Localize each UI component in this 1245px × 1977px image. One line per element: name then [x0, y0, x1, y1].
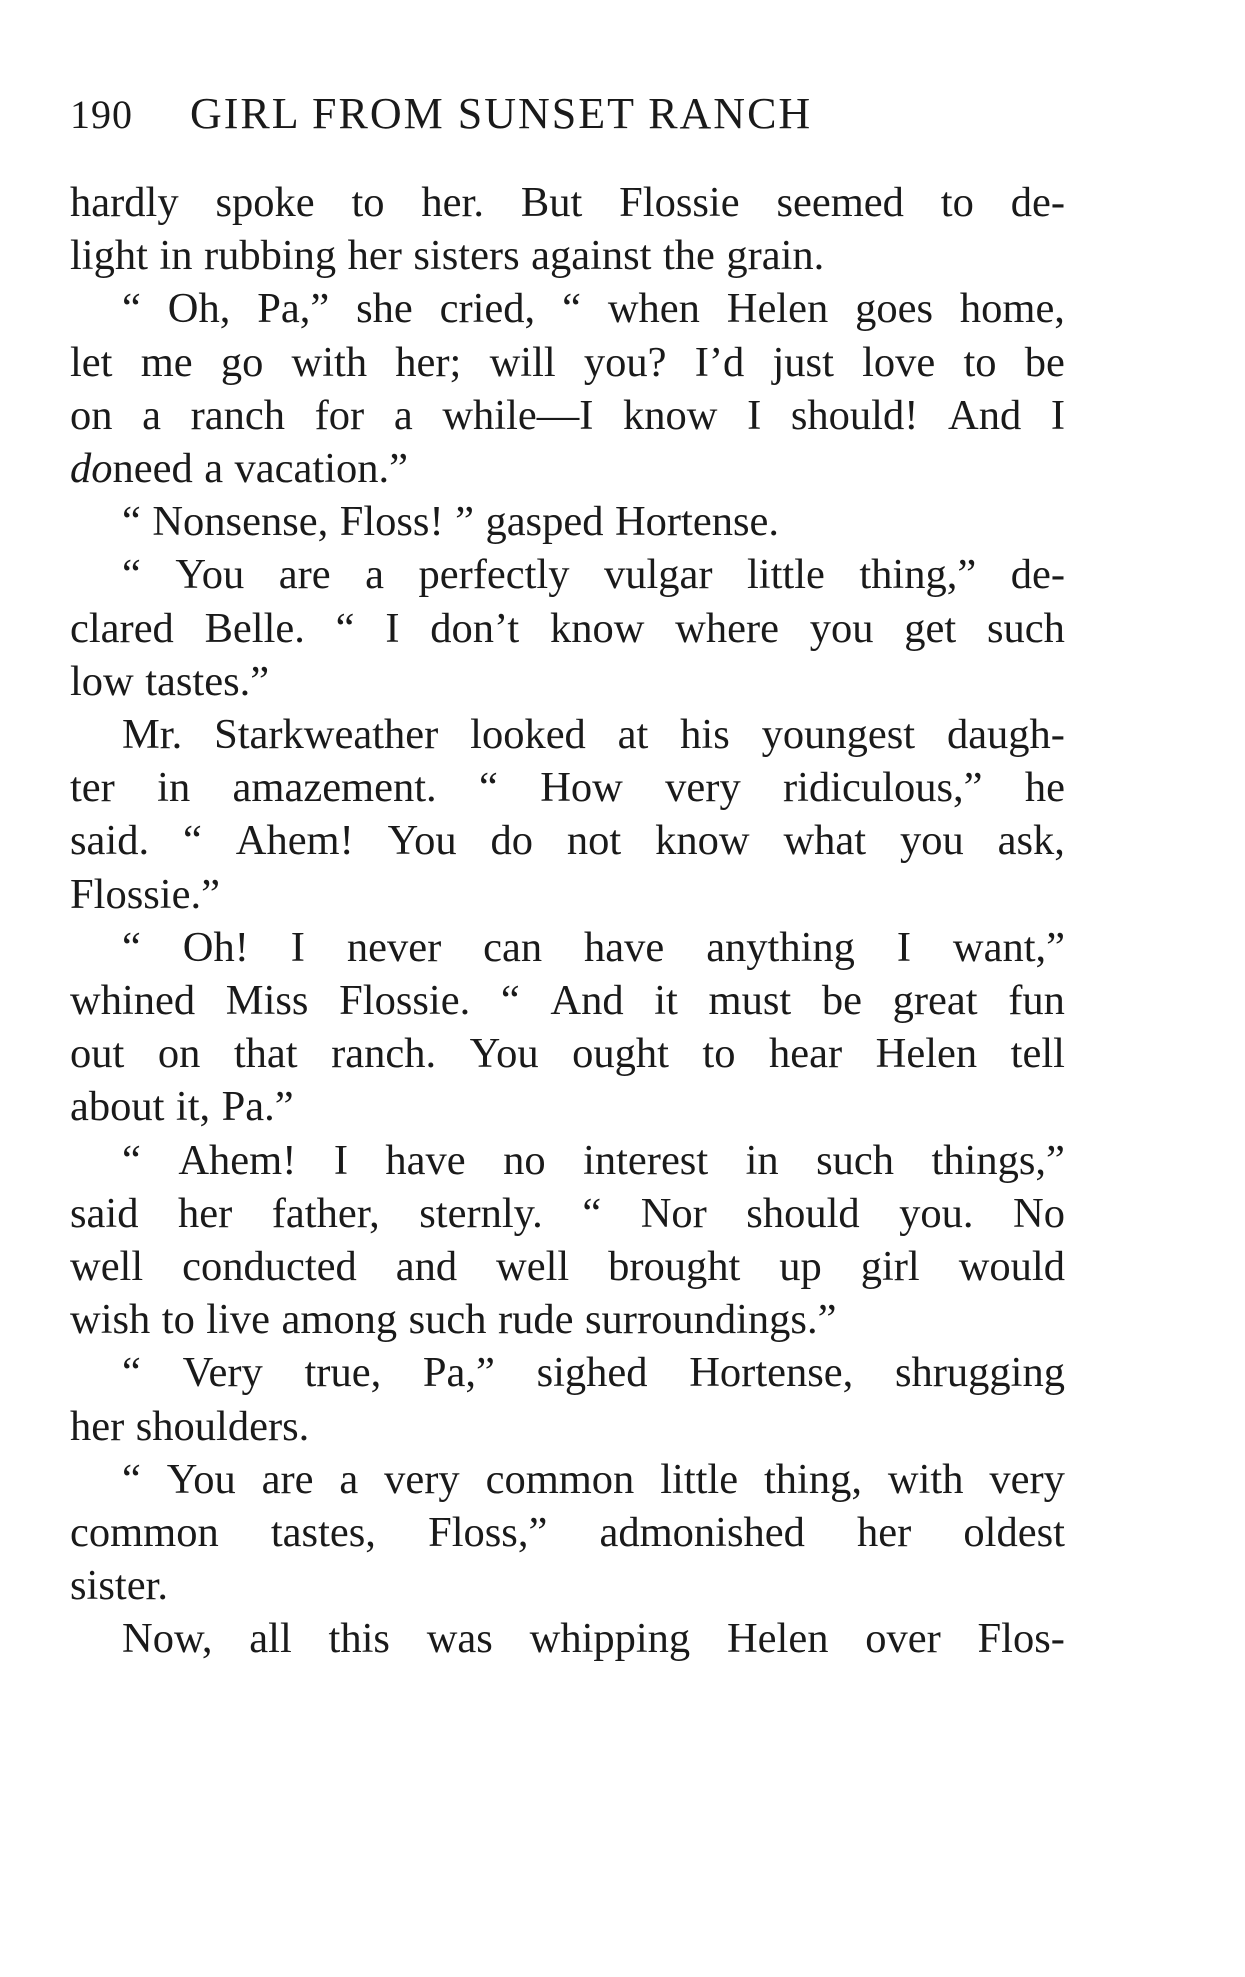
- text-line: do need a vacation.”: [70, 445, 408, 493]
- text-line: clared Belle. “ I don’t know where you get such: [70, 604, 1065, 652]
- running-head: GIRL FROM SUNSET RANCH: [190, 89, 813, 138]
- text-line: light in rubbing her sisters against the grain.: [70, 232, 825, 280]
- body-text: [70, 176, 1065, 1666]
- text-line: low tastes.”: [70, 657, 270, 705]
- text-line: whined Miss Flossie. “ And it must be great fun: [70, 977, 1065, 1025]
- text-line: “ Ahem! I have no interest in such things,”: [122, 1136, 1065, 1184]
- text-line: ter in amazement. “ How very ridiculous,” he: [70, 764, 1065, 812]
- page-header: [70, 88, 1065, 168]
- text-line: common tastes, Floss,” admonished her oldest: [70, 1509, 1065, 1557]
- text-line: her shoulders.: [70, 1402, 310, 1450]
- text-line: “ You are a perfectly vulgar little thing,” de-: [122, 551, 1065, 599]
- text-line: about it, Pa.”: [70, 1083, 294, 1131]
- text-line: sister.: [70, 1562, 168, 1610]
- text-line: out on that ranch. You ought to hear Helen tell: [70, 1030, 1065, 1078]
- text-line: said. “ Ahem! You do not know what you ask,: [70, 817, 1065, 865]
- text-line: “ Oh, Pa,” she cried, “ when Helen goes home,: [122, 285, 1065, 333]
- text-line: Flossie.”: [70, 870, 220, 918]
- text-line: “ Very true, Pa,” sighed Hortense, shrugging: [122, 1349, 1065, 1397]
- book-page: [70, 88, 1065, 1666]
- text-line: wish to live among such rude surroundings.”: [70, 1296, 837, 1344]
- text-line: “ Oh! I never can have anything I want,”: [122, 923, 1065, 971]
- text-line: “ You are a very common little thing, with very: [122, 1455, 1065, 1503]
- text-line: “ Nonsense, Floss! ” gasped Hortense.: [122, 498, 779, 546]
- text-line: Mr. Starkweather looked at his youngest daugh-: [122, 711, 1065, 759]
- text-line: well conducted and well brought up girl would: [70, 1243, 1065, 1291]
- text-line: let me go with her; will you? I’d just love to be: [70, 338, 1065, 386]
- page-number: 190: [70, 92, 133, 137]
- text-line: said her father, sternly. “ Nor should you. No: [70, 1189, 1065, 1237]
- text-line: hardly spoke to her. But Flossie seemed to de-: [70, 179, 1065, 226]
- text-line: Now, all this was whipping Helen over Flos-: [122, 1615, 1065, 1663]
- text-line: on a ranch for a while—I know I should! And I: [70, 391, 1065, 439]
